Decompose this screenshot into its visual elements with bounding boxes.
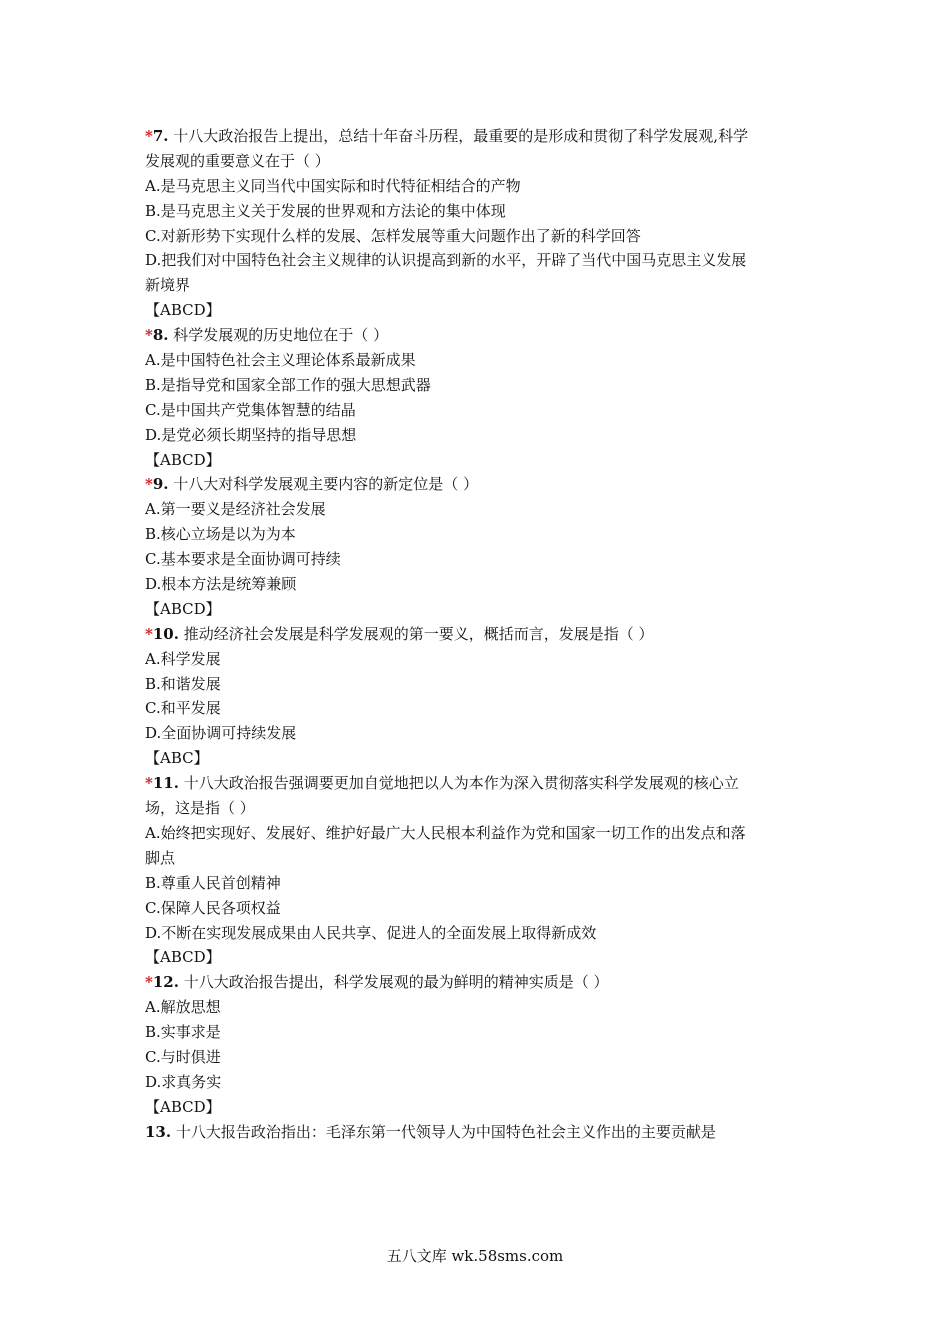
question-stem-text: 十八大政治报告上提出，总结十年奋斗历程，最重要的是形成和贯彻了科学发展观,科学 bbox=[168, 127, 749, 145]
option-line: D.是党必须长期坚持的指导思想 bbox=[145, 425, 357, 444]
option-line: A.科学发展 bbox=[145, 649, 221, 668]
question-stem-line bbox=[145, 1120, 810, 1145]
question-number: 7. bbox=[152, 127, 169, 145]
option-line: D.求真务实 bbox=[145, 1072, 222, 1091]
option-line: C.对新形势下实现什么样的发展、怎样发展等重大问题作出了新的科学回答 bbox=[145, 226, 641, 245]
question-block bbox=[145, 323, 810, 472]
answer-key: 【ABCD】 bbox=[145, 301, 221, 320]
option-line: B.是马克思主义关于发展的世界观和方法论的集中体现 bbox=[145, 201, 506, 220]
option-line: A.第一要义是经济社会发展 bbox=[145, 500, 326, 519]
star-icon: * bbox=[145, 624, 153, 643]
question-stem-line bbox=[145, 622, 810, 647]
option-line: C.与时俱进 bbox=[145, 1047, 221, 1066]
option-line: D.把我们对中国特色社会主义规律的认识提高到新的水平，开辟了当代中国马克思主义发展 bbox=[145, 251, 747, 270]
star-icon: * bbox=[145, 973, 153, 992]
question-block bbox=[145, 124, 810, 323]
question-number: 12. bbox=[152, 973, 179, 992]
option-line: C.是中国共产党集体智慧的结晶 bbox=[145, 400, 356, 419]
star-icon: * bbox=[145, 127, 153, 145]
question-stem-line bbox=[145, 323, 810, 348]
question-stem-text: 发展观的重要意义在于（ ） bbox=[145, 151, 330, 170]
question-number: 8. bbox=[152, 326, 169, 345]
answer-key: 【ABCD】 bbox=[145, 1097, 221, 1116]
question-number: 11. bbox=[152, 774, 179, 793]
question-stem-line bbox=[145, 796, 810, 821]
option-line: 脚点 bbox=[145, 848, 176, 867]
option-line: C.基本要求是全面协调可持续 bbox=[145, 550, 341, 569]
question-number: 9. bbox=[152, 475, 169, 494]
option-line: A.是中国特色社会主义理论体系最新成果 bbox=[145, 351, 416, 370]
question-block bbox=[145, 1120, 810, 1145]
option-line: B.是指导党和国家全部工作的强大思想武器 bbox=[145, 375, 431, 394]
question-stem-text: 十八大政治报告强调要更加自觉地把以人为本作为深入贯彻落实科学发展观的核心立 bbox=[178, 774, 739, 793]
option-line: 新境界 bbox=[145, 276, 191, 295]
question-stem-text: 十八大政治报告提出，科学发展观的最为鲜明的精神实质是（ ） bbox=[178, 973, 609, 992]
option-line: A.解放思想 bbox=[145, 998, 221, 1017]
question-stem-line bbox=[145, 970, 810, 995]
question-stem-line bbox=[145, 149, 810, 174]
question-stem-line bbox=[145, 472, 810, 497]
question-stem-text: 推动经济社会发展是科学发展观的第一要义，概括而言，发展是指（ ） bbox=[178, 624, 654, 643]
answer-key: 【ABCD】 bbox=[145, 450, 221, 469]
option-line: B.尊重人民首创精神 bbox=[145, 873, 281, 892]
option-line: D.全面协调可持续发展 bbox=[145, 724, 297, 743]
question-stem-line bbox=[145, 771, 810, 796]
answer-key: 【ABCD】 bbox=[145, 599, 221, 618]
question-stem-text: 十八大报告政治指出：毛泽东第一代领导人为中国特色社会主义作出的主要贡献是 bbox=[171, 1122, 716, 1141]
option-line: D.不断在实现发展成果由人民共享、促进人的全面发展上取得新成效 bbox=[145, 923, 597, 942]
option-line: B.核心立场是以为为本 bbox=[145, 525, 296, 544]
question-block bbox=[145, 622, 810, 771]
option-line: D.根本方法是统筹兼顾 bbox=[145, 575, 297, 594]
question-list bbox=[145, 124, 810, 1145]
star-icon: * bbox=[145, 475, 153, 494]
option-line: A.始终把实现好、发展好、维护好最广大人民根本利益作为党和国家一切工作的出发点和落 bbox=[145, 823, 746, 842]
question-block bbox=[145, 970, 810, 1119]
star-icon: * bbox=[145, 326, 153, 345]
option-line: C.和平发展 bbox=[145, 699, 221, 718]
question-number: 13. bbox=[145, 1122, 172, 1141]
option-line: C.保障人民各项权益 bbox=[145, 898, 281, 917]
answer-key: 【ABCD】 bbox=[145, 948, 221, 967]
question-block bbox=[145, 771, 810, 970]
footer-watermark: 五八文库 wk.58sms.com bbox=[386, 1247, 564, 1265]
question-stem-line bbox=[145, 124, 810, 149]
option-line: B.和谐发展 bbox=[145, 674, 221, 693]
question-stem-text: 十八大对科学发展观主要内容的新定位是（ ） bbox=[168, 475, 479, 494]
question-stem-text: 场，这是指（ ） bbox=[145, 799, 255, 818]
option-line: A.是马克思主义同当代中国实际和时代特征相结合的产物 bbox=[145, 176, 521, 195]
star-icon: * bbox=[145, 774, 153, 793]
question-block bbox=[145, 472, 810, 621]
option-line: B.实事求是 bbox=[145, 1023, 221, 1042]
question-number: 10. bbox=[152, 624, 179, 643]
answer-key: 【ABC】 bbox=[145, 749, 209, 768]
question-stem-text: 科学发展观的历史地位在于（ ） bbox=[168, 326, 389, 345]
